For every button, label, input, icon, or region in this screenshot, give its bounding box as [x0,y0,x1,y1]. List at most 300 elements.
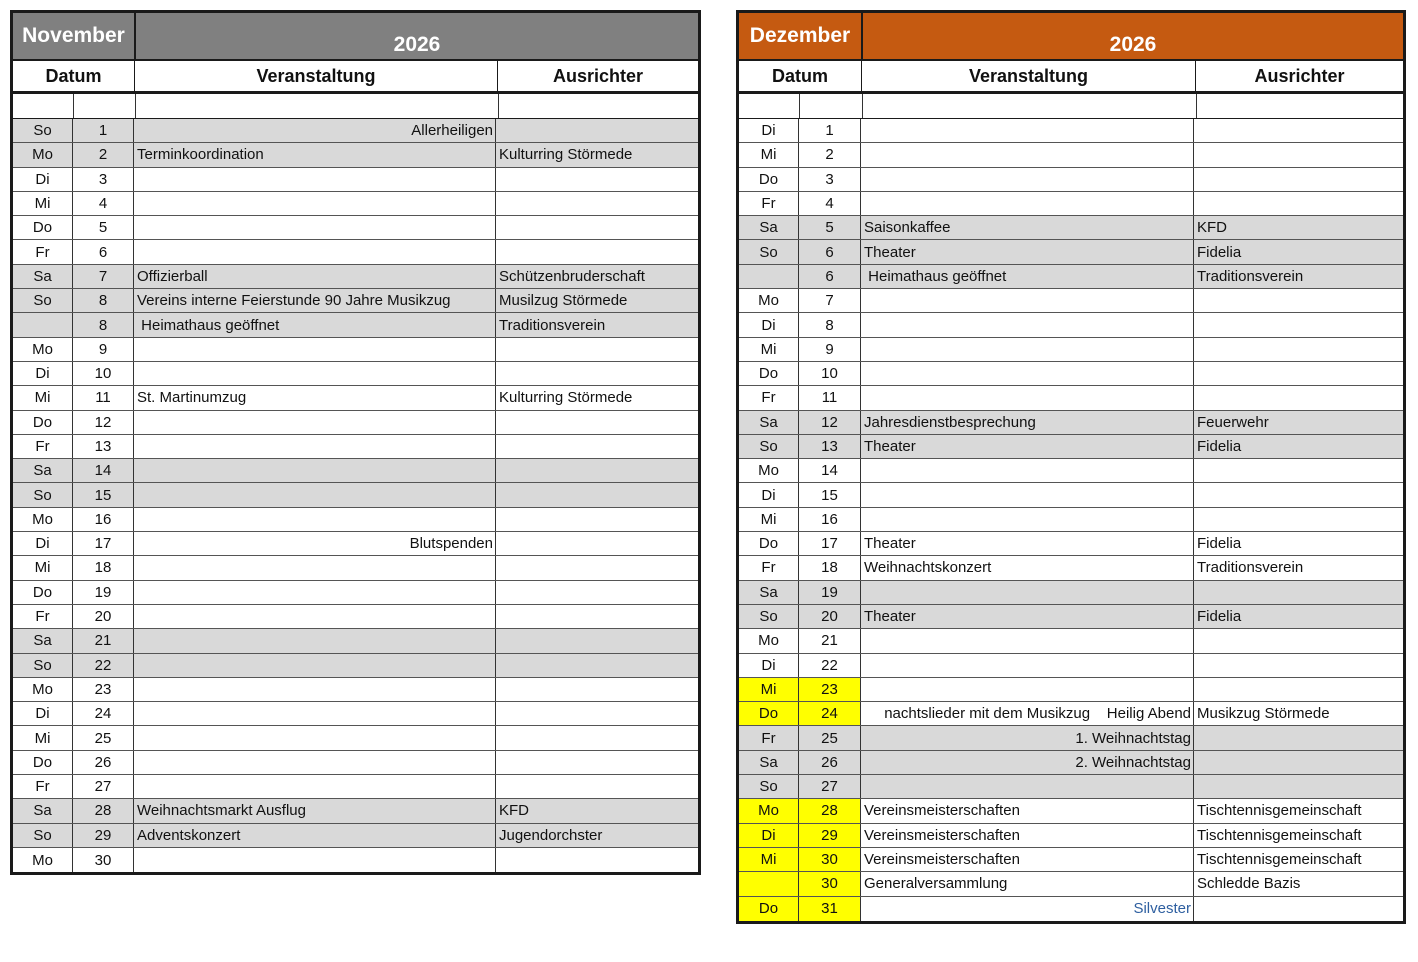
organizer-cell [1194,459,1403,482]
month-title: Dezember [739,13,863,59]
organizer-cell [496,605,698,628]
day-cell: 17 [73,532,134,555]
event-cell: nachtslieder mit dem Musikzug Heilig Abend [861,702,1194,725]
weekday-cell: Mo [739,459,799,482]
organizer-cell [496,362,698,385]
weekday-cell: So [13,119,73,142]
weekday-cell: Mi [13,386,73,409]
table-row [13,726,698,750]
day-cell: 29 [799,824,861,847]
day-cell: 9 [799,338,861,361]
table-row [13,848,698,872]
event-cell: Vereins interne Feierstunde 90 Jahre Musikzug [134,289,496,312]
november-title-row [13,13,698,61]
organizer-cell: KFD [1194,216,1403,239]
event-cell: Vereinsmeisterschaften [861,848,1194,871]
weekday-cell: Sa [739,751,799,774]
weekday-cell: Fr [13,240,73,263]
event-cell [134,678,496,701]
weekday-cell: Fr [13,605,73,628]
day-cell: 21 [799,629,861,652]
organizer-cell: Schledde Bazis [1197,875,1301,893]
table-row [13,799,698,823]
table-row [13,338,698,362]
weekday-cell: Fr [739,556,799,579]
event-cell: Offizierball [134,265,496,288]
table-row [13,508,698,532]
day-cell: 26 [799,751,861,774]
day-cell: 5 [73,216,134,239]
weekday-cell: Sa [13,629,73,652]
organizer-cell [1194,483,1403,506]
table-row [13,119,698,143]
day-cell: 7 [799,289,861,312]
weekday-cell: Do [13,216,73,239]
event-cell: 2. Weihnachtstag [861,751,1194,774]
organizer-cell [496,338,698,361]
weekday-cell [13,313,73,336]
table-row [13,435,698,459]
table-row [739,483,1403,507]
organizer-cell [1194,581,1403,604]
day-cell: 8 [73,313,134,336]
weekday-cell: Mi [739,508,799,531]
weekday-cell: Di [739,654,799,677]
day-cell: 17 [799,532,861,555]
event-cell: Allerheiligen [134,119,496,142]
table-row [13,532,698,556]
weekday-cell [739,265,799,288]
event-cell: Vereinsmeisterschaften [861,799,1194,822]
weekday-cell: So [739,435,799,458]
spacer-row [13,94,698,119]
table-row [739,702,1403,726]
day-cell: 4 [73,192,134,215]
weekday-cell: Do [13,581,73,604]
event-cell: Generalversammlung [861,872,1194,895]
event-cell: Blutspenden [134,532,496,555]
table-row [739,897,1403,921]
day-cell: 27 [73,775,134,798]
weekday-cell: Do [739,532,799,555]
day-cell: 13 [799,435,861,458]
day-cell: 30 [73,848,134,872]
november-rows [13,119,698,872]
weekday-cell: Mo [739,799,799,822]
table-row [13,629,698,653]
organizer-cell: KFD [496,799,698,822]
table-row [13,824,698,848]
table-row [739,240,1403,264]
organizer-cell [496,240,698,263]
organizer-cell: Fidelia [1194,435,1403,458]
day-cell: 16 [73,508,134,531]
event-cell [861,289,1194,312]
organizer-cell [1194,143,1403,166]
weekday-cell: Mi [13,556,73,579]
day-cell: 23 [799,678,861,701]
event-cell [134,508,496,531]
dezember-rows [739,119,1403,921]
table-row [739,581,1403,605]
table-row [739,216,1403,240]
table-row [13,362,698,386]
day-cell: 6 [73,240,134,263]
day-cell: 6 [799,265,861,288]
organizer-cell [1194,313,1403,336]
weekday-cell: Sa [739,581,799,604]
day-cell: 25 [73,726,134,749]
event-cell [134,459,496,482]
weekday-cell: Mo [739,629,799,652]
table-row [739,192,1403,216]
weekday-cell: Mo [739,289,799,312]
weekday-cell: Fr [739,192,799,215]
day-cell: 24 [73,702,134,725]
event-cell [134,362,496,385]
event-cell [134,702,496,725]
organizer-cell [1194,654,1403,677]
table-row [739,362,1403,386]
weekday-cell: So [739,240,799,263]
table-row [13,265,698,289]
year-title: 2026 [863,13,1403,59]
event-cell [861,119,1194,142]
weekday-cell: Di [13,532,73,555]
organizer-cell [496,508,698,531]
organizer-cell: Kulturring Störmede [496,143,698,166]
table-row [13,751,698,775]
dezember-title-row [739,13,1403,61]
event-cell [134,240,496,263]
day-cell: 1 [73,119,134,142]
weekday-cell: Mi [13,726,73,749]
table-row [739,532,1403,556]
organizer-cell [1194,192,1403,215]
table-row [739,605,1403,629]
event-cell [861,629,1194,652]
table-row [739,168,1403,192]
event-cell [134,726,496,749]
event-cell [134,192,496,215]
weekday-cell: Fr [739,726,799,749]
day-cell: 3 [73,168,134,191]
table-row [13,483,698,507]
organizer-cell: Musikzug Störmede [1197,705,1330,723]
day-cell: 16 [799,508,861,531]
day-cell: 10 [799,362,861,385]
organizer-cell [496,751,698,774]
event-cell: Theater [861,532,1194,555]
table-row [739,313,1403,337]
year-title: 2026 [136,13,698,59]
event-cell [861,386,1194,409]
event-cell: Vereinsmeisterschaften [861,824,1194,847]
day-cell: 30 [799,848,861,871]
event-cell [134,411,496,434]
event-cell [134,605,496,628]
event-cell: St. Martinumzug [134,386,496,409]
weekday-cell: Mi [13,192,73,215]
event-cell [861,143,1194,166]
table-row [13,313,698,337]
day-cell: 24 [799,702,861,725]
organizer-cell [496,702,698,725]
event-cell [861,168,1194,191]
weekday-cell: So [13,824,73,847]
day-cell: 12 [73,411,134,434]
table-row [739,678,1403,702]
organizer-cell [496,435,698,458]
weekday-cell: Fr [739,386,799,409]
organizer-cell [496,459,698,482]
weekday-cell: Sa [739,216,799,239]
november-header-row [13,61,698,94]
event-cell [861,459,1194,482]
event-cell [861,483,1194,506]
event-cell [134,168,496,191]
weekday-cell: Di [739,483,799,506]
organizer-cell: Feuerwehr [1194,411,1403,434]
day-cell: 13 [73,435,134,458]
weekday-cell: Do [739,362,799,385]
day-cell: 21 [73,629,134,652]
table-row [739,143,1403,167]
weekday-cell: Di [739,119,799,142]
table-row [739,411,1403,435]
day-cell: 19 [73,581,134,604]
organizer-cell [1194,508,1403,531]
day-cell: 23 [73,678,134,701]
organizer-cell: Kulturring Störmede [499,389,633,407]
table-row [739,435,1403,459]
organizer-cell: Traditionsverein [496,313,698,336]
organizer-cell: Fidelia [1197,535,1242,553]
dezember-header-row [739,61,1403,94]
weekday-cell: So [739,605,799,628]
event-cell [861,678,1194,701]
event-cell [134,775,496,798]
day-cell: 12 [799,411,861,434]
weekday-cell: Di [739,824,799,847]
weekday-cell: Mo [13,678,73,701]
organizer-cell [1194,362,1403,385]
weekday-cell: Do [739,702,799,725]
organizer-cell [496,726,698,749]
day-cell: 15 [73,483,134,506]
organizer-cell [1194,168,1403,191]
organizer-cell [1194,386,1403,409]
table-row [739,459,1403,483]
event-cell [861,192,1194,215]
event-cell: Theater [861,435,1194,458]
day-cell: 2 [73,143,134,166]
day-cell: 2 [799,143,861,166]
table-row [13,605,698,629]
organizer-cell: Fidelia [1194,240,1403,263]
table-row [739,119,1403,143]
event-cell [134,338,496,361]
weekday-cell: Sa [739,411,799,434]
day-cell: 14 [799,459,861,482]
ausrichter-header: Ausrichter [1254,65,1345,86]
weekday-cell: Do [739,168,799,191]
day-cell: 7 [73,265,134,288]
table-row [13,678,698,702]
day-cell: 6 [799,240,861,263]
veranstaltung-header: Veranstaltung [862,61,1196,91]
table-row [13,289,698,313]
organizer-cell [1194,897,1403,921]
weekday-cell: Mi [739,338,799,361]
table-row [739,338,1403,362]
weekday-cell: Do [13,411,73,434]
day-cell: 20 [799,605,861,628]
weekday-cell: Do [739,897,799,921]
table-row [739,799,1403,823]
table-row [13,556,698,580]
event-cell [861,313,1194,336]
organizer-cell [1194,629,1403,652]
day-cell: 18 [73,556,134,579]
day-cell: 18 [799,556,861,579]
organizer-cell [496,556,698,579]
weekday-cell: Sa [13,265,73,288]
organizer-cell: Traditionsverein [1197,559,1304,577]
day-cell: 5 [799,216,861,239]
organizer-cell [1194,338,1403,361]
organizer-cell [1194,726,1403,749]
day-cell: 15 [799,483,861,506]
event-cell [861,581,1194,604]
table-row [739,654,1403,678]
organizer-cell [496,581,698,604]
table-row [739,726,1403,750]
organizer-cell [1194,119,1403,142]
weekday-cell: Di [13,168,73,191]
table-row [13,168,698,192]
organizer-cell [496,411,698,434]
november-calendar [10,10,701,875]
table-row [13,386,698,410]
day-cell: 4 [799,192,861,215]
weekday-cell: Fr [13,435,73,458]
weekday-cell: So [13,483,73,506]
table-row [739,265,1403,289]
weekday-cell: Mi [739,678,799,701]
weekday-cell: Mo [13,338,73,361]
table-row [739,508,1403,532]
table-row [13,192,698,216]
event-cell: Silvester [861,897,1194,921]
weekday-cell: Do [13,751,73,774]
event-cell [134,556,496,579]
event-cell: Theater [861,240,1194,263]
day-cell: 14 [73,459,134,482]
ausrichter-header: Ausrichter [552,65,644,86]
table-row [13,702,698,726]
event-cell [134,216,496,239]
weekday-cell: Mo [13,143,73,166]
event-cell: Theater [861,605,1194,628]
day-cell: 28 [73,799,134,822]
organizer-cell: Schützenbruderschaft [496,265,698,288]
weekday-cell: So [13,289,73,312]
table-row [13,775,698,799]
organizer-cell: Tischtennisgemeinschaft [1197,851,1362,869]
dezember-calendar [736,10,1406,924]
organizer-cell [1194,289,1403,312]
weekday-cell: Mi [739,848,799,871]
day-cell: 22 [73,654,134,677]
weekday-cell: Mo [13,848,73,872]
organizer-cell: Tischtennisgemeinschaft [1197,802,1362,820]
event-cell [861,775,1194,798]
weekday-cell: So [739,775,799,798]
event-cell [861,654,1194,677]
event-cell [134,848,496,872]
event-cell [134,654,496,677]
event-cell [861,508,1194,531]
day-cell: 10 [73,362,134,385]
organizer-cell [496,654,698,677]
table-row [739,629,1403,653]
event-cell: Saisonkaffee [861,216,1194,239]
table-row [739,848,1403,872]
organizer-cell [496,775,698,798]
organizer-cell [496,192,698,215]
table-row [739,872,1403,896]
organizer-cell [496,483,698,506]
table-row [13,411,698,435]
weekday-cell: So [13,654,73,677]
event-cell [134,483,496,506]
organizer-cell: Jugendorchster [496,824,698,847]
day-cell: 28 [799,799,861,822]
day-cell: 26 [73,751,134,774]
day-cell: 11 [73,386,134,409]
organizer-cell: Musilzug Störmede [496,289,698,312]
weekday-cell: Fr [13,775,73,798]
veranstaltung-header: Veranstaltung [135,61,498,91]
event-cell: Adventskonzert [134,824,496,847]
organizer-cell [1194,775,1403,798]
day-cell: 20 [73,605,134,628]
day-cell: 30 [799,872,861,895]
table-row [739,824,1403,848]
table-row [739,556,1403,580]
event-cell: Weihnachtskonzert [861,556,1194,579]
table-row [739,386,1403,410]
event-cell [861,338,1194,361]
table-row [13,216,698,240]
weekday-cell: Mo [13,508,73,531]
day-cell: 31 [799,897,861,921]
organizer-cell: Traditionsverein [1194,265,1403,288]
table-row [13,581,698,605]
event-cell [861,362,1194,385]
organizer-cell [496,629,698,652]
event-cell [134,435,496,458]
datum-header: Datum [13,61,135,91]
day-cell: 27 [799,775,861,798]
event-cell: Jahresdienstbesprechung [861,411,1194,434]
organizer-cell: Fidelia [1194,605,1403,628]
organizer-cell [496,168,698,191]
spacer-row [739,94,1403,119]
day-cell: 9 [73,338,134,361]
day-cell: 29 [73,824,134,847]
